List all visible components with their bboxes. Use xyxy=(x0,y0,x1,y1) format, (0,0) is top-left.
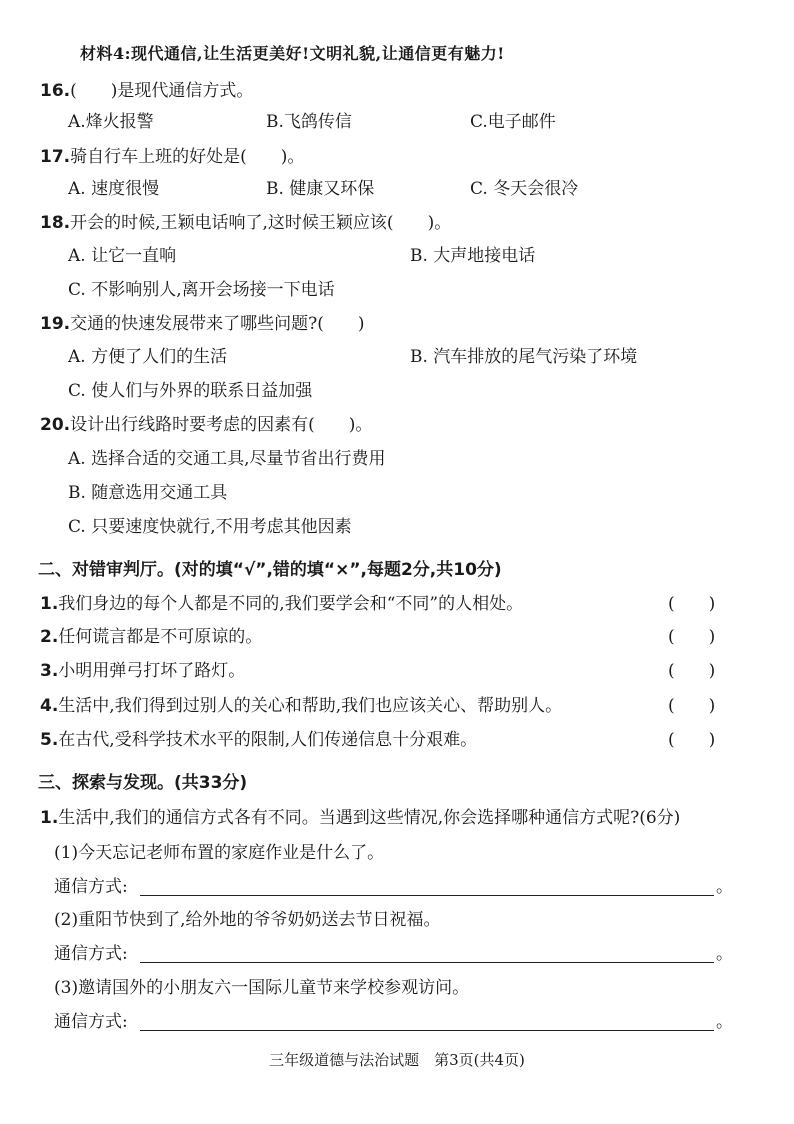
answer-end: 。 xyxy=(716,944,733,964)
question-stem: 交通的快速发展带来了哪些问题?( ) xyxy=(70,314,365,334)
answer-paren[interactable]: ( ) xyxy=(668,730,716,750)
question-number: 20. xyxy=(40,415,71,435)
question-18 xyxy=(40,211,451,235)
item-text: 在古代,受科学技术水平的限制,人们传递信息十分艰难。 xyxy=(58,730,478,750)
question-number: 1. xyxy=(40,808,59,828)
material-header: 材料4:现代通信,让生活更美好!文明礼貌,让通信更有魅力! xyxy=(80,44,505,63)
question-number: 16. xyxy=(40,81,71,101)
judge-item-3 xyxy=(40,659,245,683)
answer-paren[interactable]: ( ) xyxy=(668,696,716,716)
question-16 xyxy=(40,79,253,103)
option-c[interactable]: C.电子邮件 xyxy=(470,112,556,132)
judge-item-2 xyxy=(40,625,262,649)
page-footer: 三年级道德与法治试题 第3页(共4页) xyxy=(269,1051,525,1069)
option-c[interactable]: C. 冬天会很冷 xyxy=(470,179,579,199)
item-text: 小明用弹弓打坏了路灯。 xyxy=(58,661,246,681)
item-text: 生活中,我们得到过别人的关心和帮助,我们也应该关心、帮助别人。 xyxy=(58,696,563,716)
question-number: 18. xyxy=(40,213,71,233)
option-c[interactable]: C. 不影响别人,离开会场接一下电话 xyxy=(68,280,335,300)
item-number: 5. xyxy=(40,730,59,750)
question-number: 17. xyxy=(40,147,71,167)
option-c[interactable]: C. 只要速度快就行,不用考虑其他因素 xyxy=(68,517,352,537)
question-17 xyxy=(40,145,304,169)
question-stem: 开会的时候,王颖电话响了,这时候王颖应该( )。 xyxy=(70,213,452,233)
answer-blank-3[interactable] xyxy=(140,1030,714,1031)
item-text: 任何谎言都是不可原谅的。 xyxy=(58,627,263,647)
option-a[interactable]: A.烽火报警 xyxy=(68,112,154,132)
question-stem: ( )是现代通信方式。 xyxy=(70,81,254,101)
sub-question-2: (2)重阳节快到了,给外地的爷爷奶奶送去节日祝福。 xyxy=(54,910,441,930)
judge-item-1 xyxy=(40,592,523,616)
option-a[interactable]: A. 速度很慢 xyxy=(68,179,160,199)
sub-question-3: (3)邀请国外的小朋友六一国际儿童节来学校参观访问。 xyxy=(54,978,470,998)
answer-label: 通信方式: xyxy=(54,944,128,964)
item-number: 4. xyxy=(40,696,59,716)
option-b[interactable]: B. 大声地接电话 xyxy=(410,246,536,266)
answer-end: 。 xyxy=(716,877,733,897)
item-text: 我们身边的每个人都是不同的,我们要学会和“不同”的人相处。 xyxy=(58,594,524,614)
answer-paren[interactable]: ( ) xyxy=(668,594,716,614)
question-stem: 设计出行线路时要考虑的因素有( )。 xyxy=(70,415,373,435)
question-19 xyxy=(40,312,365,336)
item-number: 3. xyxy=(40,661,59,681)
option-b[interactable]: B. 汽车排放的尾气污染了环境 xyxy=(410,347,638,367)
question-stem: 骑自行车上班的好处是( )。 xyxy=(70,147,305,167)
answer-blank-2[interactable] xyxy=(140,962,714,963)
answer-blank-1[interactable] xyxy=(140,895,714,896)
option-a[interactable]: A. 选择合适的交通工具,尽量节省出行费用 xyxy=(68,449,386,469)
section-3-title: 三、探索与发现。(共33分) xyxy=(38,773,248,793)
question-text: 生活中,我们的通信方式各有不同。当遇到这些情况,你会选择哪种通信方式呢?(6分) xyxy=(58,808,681,828)
question-number: 19. xyxy=(40,314,71,334)
answer-label: 通信方式: xyxy=(54,877,128,897)
option-b[interactable]: B. 随意选用交通工具 xyxy=(68,483,228,503)
question-20 xyxy=(40,413,372,437)
option-a[interactable]: A. 方便了人们的生活 xyxy=(68,347,228,367)
answer-paren[interactable]: ( ) xyxy=(668,661,716,681)
option-b[interactable]: B.飞鸽传信 xyxy=(266,112,352,132)
item-number: 1. xyxy=(40,594,59,614)
option-b[interactable]: B. 健康又环保 xyxy=(266,179,375,199)
answer-paren[interactable]: ( ) xyxy=(668,627,716,647)
answer-end: 。 xyxy=(716,1012,733,1032)
answer-label: 通信方式: xyxy=(54,1012,128,1032)
sub-question-1: (1)今天忘记老师布置的家庭作业是什么了。 xyxy=(54,843,385,863)
section-3-question-1 xyxy=(40,806,680,830)
judge-item-4 xyxy=(40,694,562,718)
item-number: 2. xyxy=(40,627,59,647)
judge-item-5 xyxy=(40,728,477,752)
option-a[interactable]: A. 让它一直响 xyxy=(68,246,177,266)
option-c[interactable]: C. 使人们与外界的联系日益加强 xyxy=(68,381,313,401)
section-2-title: 二、对错审判厅。(对的填“√”,错的填“×”,每题2分,共10分) xyxy=(38,560,502,580)
